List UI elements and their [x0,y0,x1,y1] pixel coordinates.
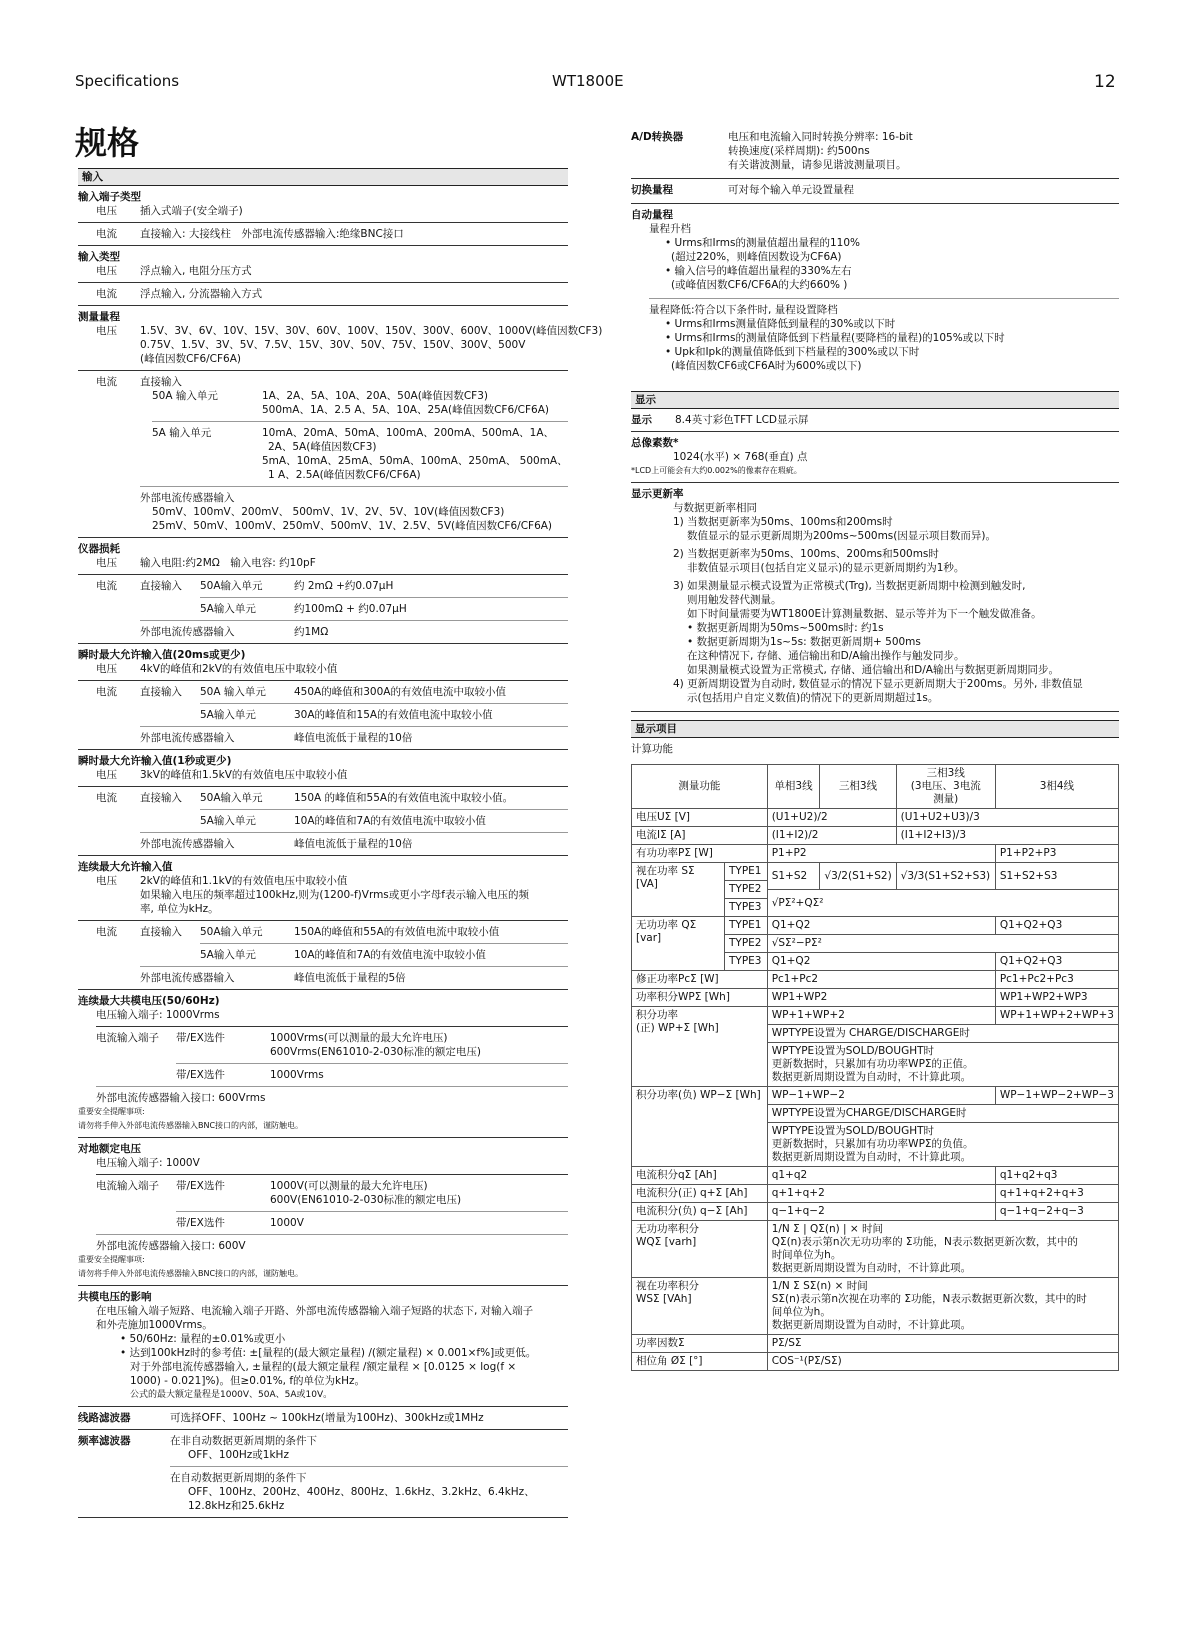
cell: WP1+WP2+WP3 [995,989,1118,1007]
direct-label: 直接输入 [140,580,182,592]
text-line: 数值显示的显示更新周期为200ms~500ms(因显示项目数而异)。 [687,530,996,542]
safety-note: 重要安全提醒事项: [78,1255,145,1264]
section-display-items: 显示项目 [631,720,1119,738]
pixels-note: *LCD上可能会有大约0.002%的像素存在瑕疵。 [631,466,802,475]
pixels-head: 总像素数* [631,437,679,449]
peak1s-head: 瞬时最大允许输入值(1秒或更少) [78,755,232,767]
option-label: 带/EX选件 [176,1032,225,1044]
cell: (U1+U2+U3)/3 [896,809,1118,827]
text-line: • 达到100kHz时的参考值: ±[量程的(最大额定量程) /(额定量程) × 0.001×f%]或更低。 [120,1347,537,1359]
col-header: 单相3线 [767,765,820,809]
text-line: 转换速度(采样周期): 约500ns [728,145,870,157]
text-line: 在非自动数据更新周期的条件下 [170,1435,317,1447]
cell: 视在功率积分 WSΣ [VAh] [632,1278,768,1335]
cell: TYPE1 [725,863,767,881]
cell: q+1+q+2+q+3 [995,1185,1118,1203]
input-type-voltage [78,264,568,278]
cell: TYPE2 [725,935,767,953]
cell: 修正功率PcΣ [W] [632,971,768,989]
sqrt3-over-3: √3/3 [900,869,925,882]
value: 直接输入: 大接线柱 外部电流传感器输入:绝缘BNC接口 [140,228,404,240]
value-line: 1 A、2.5A(峰值因数CF6/CF6A) [268,469,421,481]
cell: q−1+q−2 [767,1203,995,1221]
direct-label: 直接输入 [140,686,182,698]
cell: 无功功率积分 WQΣ [varh] [632,1221,768,1278]
value-line: 1000Vrms(可以测量的最大允许电压) [270,1032,448,1044]
value: 1000Vrms [270,1069,324,1081]
terminal-type-head: 输入端子类型 [78,191,141,203]
text-line: 示(包括用户自定义数值)的情况下的更新周期超过1s。 [687,692,939,704]
label: 电流 [96,926,117,938]
table-row [632,845,1119,863]
cell: WP−1+WP−2+WP−3 [995,1087,1118,1105]
common-voltage: 电压输入端子: 1000Vrms [96,1009,220,1021]
text-line: OFF、100Hz或1kHz [188,1449,289,1461]
cont-head: 连续最大允许输入值 [78,861,173,873]
terminal-voltage [78,204,568,218]
cell: WPTYPE设置为SOLD/BOUGHT时 更新数据时，只累加有功功率WPΣ的负值。 数据更新周期设置为自动时，不计算此项。 [767,1123,1118,1167]
cell: q1+q2 [767,1167,995,1185]
cmrr-head: 共模电压的影响 [78,1291,152,1303]
value-line: 率, 单位为kHz。 [140,903,219,915]
value: 峰值电流低于量程的10倍 [294,838,413,850]
cell: Q1+Q2+Q3 [995,917,1118,935]
cell: 相位角 ØΣ [°] [632,1353,768,1371]
label: 电流 [96,792,117,804]
text-line: 在这种情况下, 存储、通信输出和D/A输出操作与触发同步。 [687,650,965,662]
peak20-current [78,685,568,722]
cell: 电压UΣ [V] [632,809,768,827]
peak1s-ext [78,837,568,851]
common-head: 连续最大共模电压(50/60Hz) [78,995,220,1007]
value: 浮点输入, 电阻分压方式 [140,265,252,277]
value: 1000V [270,1217,304,1229]
unit-label: 50A输入单元 [200,792,263,804]
text-line: 非数值显示项目(包括自定义显示)的显示更新周期约为1秒。 [687,562,965,574]
cell: TYPE3 [729,901,762,913]
text-line: 对于外部电流传感器输入, ±量程的(最大额定量程 /额定量程 × [0.0125 × log(f × [130,1361,517,1373]
common-current [78,1031,568,1082]
label: 电压 [96,265,117,277]
table-row [632,1203,1119,1221]
value: 10A的峰值和7A的有效值电流中取较小值 [294,815,486,827]
terminal-current [78,227,568,241]
cell: WP−1+WP−2 [767,1087,995,1105]
cell: P1+P2+P3 [995,845,1118,863]
unit-label: 外部电流传感器输入 [140,972,235,984]
col-header: 三相3线 [820,765,896,809]
value: 峰值电流低于量程的10倍 [294,732,413,744]
unit-label: 5A输入单元 [200,603,256,615]
cell: Q1+Q2 [767,917,995,935]
col-header: 测量功能 [632,765,768,809]
cell: P1+P2 [767,845,995,863]
formula: SΣ(n) × 时间 [803,1280,868,1292]
range-down: 量程降低:符合以下条件时, 量程设置降档 [649,304,838,316]
cell: 电流积分qΣ [Ah] [632,1167,768,1185]
loss-head: 仪器损耗 [78,543,120,555]
ground-head: 对地额定电压 [78,1143,141,1155]
unit-label: 外部电流传感器输入 [140,732,235,744]
cell: TYPE3 [729,955,762,967]
cell: WPTYPE设置为CHARGE/DISCHARGE时 [767,1105,1118,1123]
cell: COS⁻¹(PΣ/SΣ) [767,1353,1118,1371]
range-voltage [78,324,603,366]
table-row [632,989,1119,1007]
cell: 功率积分WPΣ [Wh] [632,989,768,1007]
table-row [632,1167,1119,1185]
ground-current [78,1179,568,1230]
unit-label: 50A 输入单元 [200,686,266,698]
cell [767,1278,1118,1335]
table-row [632,863,1119,890]
value: 约 2mΩ +约0.07μH [294,580,394,592]
text-line: • 50/60Hz: 量程的±0.01%或更小 [120,1333,286,1345]
value-line: 5mA、10mA、25mA、50mA、100mA、250mA、 500mA、 [262,455,568,467]
table-row [632,1185,1119,1203]
value: 150A的峰值和55A的有效值电流中取较小值 [294,926,500,938]
ground-voltage: 电压输入端子: 1000V [96,1157,200,1169]
formula-note: SΣ(n)表示第n次视在功率的 Σ功能，N表示数据更新次数，其中的时 间单位为h。 数据更新周期设置为自动时，不计算此项。 [771,1293,1087,1331]
text-line: OFF、100Hz、200Hz、400Hz、800Hz、1.6kHz、3.2kHz、6.4kHz、 [188,1486,535,1498]
unit-label: 5A输入单元 [200,709,256,721]
value: 450A的峰值和300A的有效值电流中取较小值 [294,686,506,698]
text-line: • 输入信号的峰值超出量程的330%左右 [665,265,852,277]
refresh-head: 显示更新率 [631,488,684,500]
range-up: 量程升档 [649,223,691,235]
label: A/D转换器 [631,131,684,143]
pixels-value: 1024(水平) × 768(垂直) 点 [673,451,808,463]
value-line: 2kV的峰值和1.1kV的有效值电压中取较小值 [140,875,348,887]
text-line: • 数据更新周期为50ms~500ms时: 约1s [687,622,884,634]
value: 浮点输入, 分流器输入方式 [140,288,263,300]
label: 电流输入端子 [96,1180,159,1192]
value-line: 600V(EN61010-2-030标准的额定电压) [270,1194,462,1206]
cell: WP1+WP2 [767,989,995,1007]
text-line: • Urms和Irms的测量值超出量程的110% [665,237,860,249]
unit-label: 50A输入单元 [200,926,263,938]
switch-range [631,183,1119,197]
text-line: 有关谐波测量，请参见谐波测量项目。 [728,159,907,171]
label: 电流 [96,228,117,240]
label: 线路滤波器 [78,1412,131,1424]
value: 插入式端子(安全端子) [140,205,243,217]
label: 电压 [96,769,117,781]
line-filter [78,1411,568,1425]
cont-current [78,925,568,962]
input-type-current [78,287,568,301]
text-line: 2) 当数据更新率为50ms、100ms、200ms和500ms时 [673,548,939,560]
table-row [632,1007,1119,1025]
label: 切换量程 [631,184,673,196]
ext-label: 外部电流传感器输入 [140,492,235,504]
cell: 积分功率(负) WP−Σ [Wh] [632,1087,768,1167]
option-label: 带/EX选件 [176,1180,225,1192]
sum-symbol: 1/N Σ [771,1223,804,1235]
cell: 积分功率 (正) WP+Σ [Wh] [632,1007,768,1087]
cell: q−1+q−2+q−3 [995,1203,1118,1221]
ground-ext: 外部电流传感器输入接口: 600V [96,1240,246,1252]
cell: Q1+Q2 [767,953,995,971]
cell: S1+S2+S3 [995,863,1118,890]
page-title: 规格 [75,124,140,162]
safety-note: 重要安全提醒事项: [78,1107,145,1116]
table-row [632,1221,1119,1278]
value-line: 50mV、100mV、200mV、 500mV、1V、2V、5V、10V(峰值因数CF3) [152,506,505,518]
text-line: 1000) - 0.021]%)。但≥0.01%, f的单位为kHz。 [130,1375,366,1387]
loss-ext [78,625,568,639]
loss-current [78,579,568,616]
cell: (I1+I2+I3)/3 [896,827,1118,845]
value: 10A的峰值和7A的有效值电流中取较小值 [294,949,486,961]
value: 3kV的峰值和1.5kV的有效值电压中取较小值 [140,769,348,781]
text-line: • Urms和Irms的测量值降低到下档量程(要降档的量程)的105%或以下时 [665,332,1005,344]
table-row [632,827,1119,845]
direct-label: 直接输入 [140,792,182,804]
direct-label: 直接输入 [140,376,182,388]
peak20-head: 瞬时最大允许输入值(20ms或更少) [78,649,246,661]
text-line: 和外壳施加1000Vrms。 [96,1319,213,1331]
value-line: (峰值因数CF6/CF6A) [140,353,242,365]
calc-table [631,764,1119,1371]
cell: 无功功率 QΣ [var] [636,919,697,944]
cell: √PΣ²+QΣ² [767,890,1118,917]
option-label: 带/EX选件 [176,1069,225,1081]
label: 电流 [96,686,117,698]
header-left: Specifications [75,72,180,90]
table-row [632,1353,1119,1371]
value: 150A 的峰值和55A的有效值电流中取较小值。 [294,792,514,804]
cell: TYPE1 [725,917,767,935]
text-line: 电压和电流输入同时转换分辨率: 16-bit [728,131,913,143]
section-input: 输入 [78,168,568,186]
cell: q1+q2+q3 [995,1167,1118,1185]
calc-label: 计算功能 [631,743,673,755]
text-line: 则用触发替代测量。 [687,594,782,606]
page-number: 12 [1094,72,1116,92]
table-row [632,1087,1119,1105]
unit-label: 外部电流传感器输入 [140,626,235,638]
cell: 功率因数Σ [632,1335,768,1353]
sqrt3-over-2: √3/2 [824,869,848,882]
value-line: 1000V(可以测量的最大允许电压) [270,1180,428,1192]
safety-note: 请勿将手伸入外部电流传感器输入BNC接口的内部，谨防触电。 [78,1121,304,1130]
cell: q+1+q+2 [767,1185,995,1203]
cont-ext [78,971,568,985]
value-line: 1.5V、3V、6V、10V、15V、30V、60V、100V、150V、300V、600V、1000V(峰值因数CF3) [140,325,603,337]
label: 电压 [96,663,117,675]
cell: WP+1+WP+2+WP+3 [995,1007,1118,1025]
auto-range-head: 自动量程 [631,209,673,221]
value: 4kV的峰值和2kV的有效值电压中取较小值 [140,663,338,675]
value-line: 2A、5A(峰值因数CF3) [268,441,377,453]
peak1s-voltage [78,768,568,782]
cell: 视在功率 SΣ [VA] [636,865,695,890]
text-line: • Urms和Irms测量值降低到量程的30%或以下时 [665,318,896,330]
cell: 电流IΣ [A] [632,827,768,845]
value-line: 10mA、20mA、50mA、100mA、200mA、500mA、1A、 [262,427,555,439]
value-line: 0.75V、1.5V、3V、5V、7.5V、15V、30V、50V、75V、150V、300V、500V [140,339,526,351]
cell: 电流积分(负) q−Σ [Ah] [632,1203,768,1221]
label: 电流 [96,376,117,388]
text-line: • Upk和Ipk的测量值降低到下档量程的300%或以下时 [665,346,920,358]
cell: Pc1+Pc2+Pc3 [995,971,1118,989]
formula: | QΣ(n) | × 时间 [803,1223,884,1235]
unit-label: 50A输入单元 [200,580,263,592]
value-line: 500mA、1A、2.5 A、5A、10A、25A(峰值因数CF6/CF6A) [262,404,550,416]
option-label: 带/EX选件 [176,1217,225,1229]
cell: √SΣ²−PΣ² [767,935,1118,953]
text-line: 3) 如果测量显示模式设置为正常模式(Trg), 当数据更新周期中检测到触发时, [673,580,1026,592]
table-row [632,809,1119,827]
range-current [78,375,568,533]
unit-label: 5A 输入单元 [152,427,212,439]
cell: PΣ/SΣ [767,1335,1118,1353]
cell: 电流积分(正) q+Σ [Ah] [632,1185,768,1203]
sum-symbol: 1/N Σ [771,1280,804,1292]
input-type-head: 输入类型 [78,251,120,263]
cell: (U1+U2)/2 [767,809,896,827]
text-line: 4) 更新周期设置为自动时, 数值显示的情况下显示更新周期大于200ms。另外, 非数值显 [673,678,1083,690]
value-line: 600Vrms(EN61010-2-030标准的额定电压) [270,1046,481,1058]
text-line: 在电压输入端子短路、电流输入端子开路、外部电流传感器输入端子短路的状态下, 对输入端子 [96,1305,534,1317]
freq-filter [78,1434,568,1513]
value: 8.4英寸彩色TFT LCD显示屏 [675,414,809,426]
text-line: 1) 当数据更新率为50ms、100ms和200ms时 [673,516,893,528]
unit-label: 外部电流传感器输入 [140,838,235,850]
peak20-voltage [78,662,568,676]
formula-note: QΣ(n)表示第n次无功功率的 Σ功能，N表示数据更新次数，其中的 时间单位为h。 数据更新周期设置为自动时，不计算此项。 [771,1236,1078,1274]
value-line: 1A、2A、5A、10A、20A、50A(峰值因数CF3) [262,390,488,402]
unit-label: 50A 输入单元 [152,390,218,402]
text-line: 如下时间量需要为WT1800E计算测量数据、显示等并为下一个触发做准备。 [687,608,1042,620]
cell: (I1+I2)/2 [767,827,896,845]
peak20-ext [78,731,568,745]
value: 峰值电流低于量程的5倍 [294,972,406,984]
label: 电压 [96,325,117,337]
common-ext: 外部电流传感器输入接口: 600Vrms [96,1092,266,1104]
section-display: 显示 [631,391,1119,409]
value-line: 25mV、50mV、100mV、250mV、500mV、1V、2.5V、5V(峰值因数CF6/CF6A) [152,520,553,532]
table-row [632,1278,1119,1335]
cell: WP+1+WP+2 [767,1007,995,1025]
cell: S1+S2 [767,863,820,890]
text-line: 与数据更新率相同 [673,502,757,514]
value: 30A的峰值和15A的有效值电流中取较小值 [294,709,493,721]
value: 可选择OFF、100Hz ~ 100kHz(增量为100Hz)、300kHz或1MHz [170,1412,484,1424]
text-line: 公式的最大额定量程是1000V、50A、5A或10V。 [130,1390,333,1400]
cell: WPTYPE设置为 CHARGE/DISCHARGE时 [767,1025,1118,1043]
cell: Pc1+Pc2 [767,971,995,989]
text-line: 如果测量模式设置为正常模式, 存储、通信输出和D/A输出与数据更新周期同步。 [687,664,1059,676]
ad-converter [631,130,1119,172]
text-line: 12.8kHz和25.6kHz [188,1500,285,1512]
unit-label: 5A输入单元 [200,815,256,827]
label: 电流输入端子 [96,1032,159,1044]
cell: 有功功率PΣ [W] [632,845,768,863]
cell: TYPE2 [725,881,767,899]
label: 电流 [96,288,117,300]
cell [820,863,896,890]
text-line: (超过220%，则峰值因数设为CF6A) [671,251,842,263]
cell: WPTYPE设置为SOLD/BOUGHT时 更新数据时，只累加有功功率WPΣ的正值。 数据更新周期设置为自动时，不计算此项。 [767,1043,1118,1087]
cell [896,863,995,890]
right-column [631,130,1119,756]
left-column [78,168,603,1518]
text-line: • 数据更新周期为1s~5s: 数据更新周期+ 500ms [687,636,921,648]
value: 可对每个输入单元设置量程 [728,184,854,196]
label: 电压 [96,557,117,569]
peak1s-current [78,791,568,828]
cell: Q1+Q2+Q3 [995,953,1118,971]
text-line: (或峰值因数CF6/CF6A的大约660% ) [671,279,848,291]
label: 电流 [96,580,117,592]
range-head: 测量量程 [78,311,120,323]
loss-voltage [78,556,568,570]
formula: (S1+S2) [847,869,892,882]
value-line: 如果输入电压的频率超过100kHz,则为(1200-f)Vrms或更小字母f表示输入电压的频 [140,889,529,901]
value: 约1MΩ [294,626,329,638]
cont-voltage [78,874,568,916]
header-center: WT1800E [552,72,624,90]
label: 电压 [96,875,117,887]
cell [767,1221,1118,1278]
label: 频率滤波器 [78,1435,131,1447]
direct-label: 直接输入 [140,926,182,938]
label: 电压 [96,205,117,217]
text-line: 在自动数据更新周期的条件下 [170,1472,307,1484]
value: 输入电阻:约2MΩ 输入电容: 约10pF [140,557,316,569]
col-header: 3相4线 [995,765,1118,809]
unit-label: 5A输入单元 [200,949,256,961]
table-row [632,917,1119,935]
label: 显示 [631,414,652,426]
formula: (S1+S2+S3) [924,869,991,882]
table-row [632,971,1119,989]
value: 约100mΩ + 约0.07μH [294,603,407,615]
text-line: (峰值因数CF6或CF6A时为600%或以下) [671,360,862,372]
safety-note: 请勿将手伸入外部电流传感器输入BNC接口的内部，谨防触电。 [78,1269,304,1278]
col-header: 三相3线 (3电压、3电流 测量) [896,765,995,809]
display-row [631,413,1119,427]
table-row [632,1335,1119,1353]
